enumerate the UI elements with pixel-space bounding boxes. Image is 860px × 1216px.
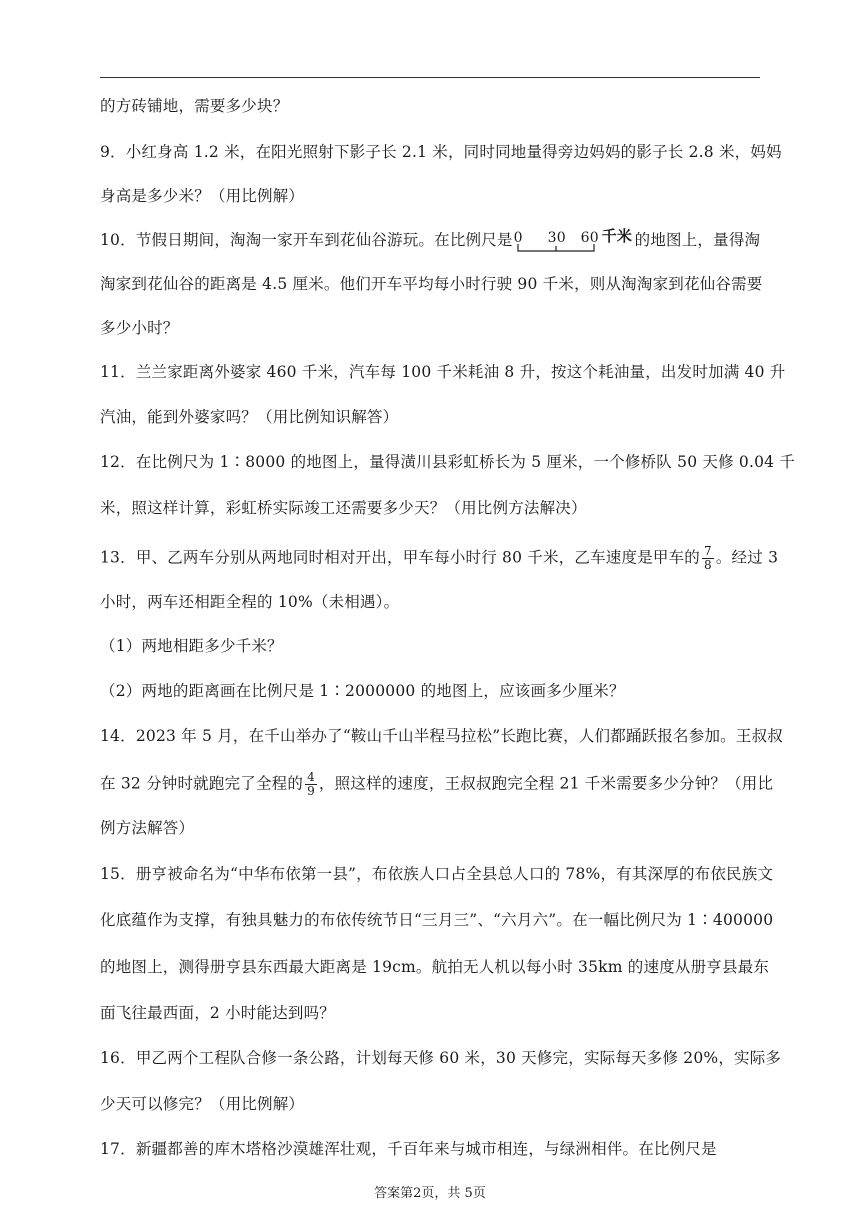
scale-bar	[513, 227, 633, 252]
question-14-line2	[100, 771, 773, 798]
question-14-text-a: 在 32 分钟时就跑完了全程的	[100, 774, 304, 793]
question-15-line4: 面飞往最西面，2 小时能达到吗？	[100, 1004, 335, 1022]
question-13-line2: 小时，两车还相距全程的 10%（未相遇）。	[100, 593, 400, 611]
question-10-line1	[100, 227, 761, 252]
question-16-line2: 少天可以修完？（用比例解）	[100, 1095, 305, 1113]
fraction-denominator: 8	[704, 558, 712, 572]
question-15-line2: 化底蕴作为支撑，有独具魅力的布依传统节日“三月三”、“六月六”。在一幅比例尺为 1∶400000	[100, 911, 774, 929]
question-15-line1: 15．册亨被命名为“中华布依第一县”，布依族人口占全县总人口的 78%，有其深厚的布依民族文	[100, 865, 774, 883]
question-13-part1: （1）两地相距多少千米？	[100, 637, 283, 655]
scale-tick-label: 60	[580, 230, 599, 246]
question-9-line1: 9．小红身高 1.2 米，在阳光照射下影子长 2.1 米，同时同地量得旁边妈妈的影子长 2.8 米，妈妈	[100, 143, 782, 161]
scale-tick-label: 0	[513, 230, 523, 246]
fraction-denominator: 9	[307, 784, 315, 798]
question-17-line1: 17．新疆都善的库木塔格沙漠雄浑壮观，千百年来与城市相连，与绿洲相伴。在比例尺是	[100, 1140, 717, 1158]
fraction-numerator: 4	[307, 770, 315, 784]
question-10-line2: 淘家到花仙谷的距离是 4.5 厘米。他们开车平均每小时行驶 90 千米，则从淘淘家到花仙谷需要	[100, 275, 763, 293]
question-14-text-b: ，照这样的速度，王叔叔跑完全程 21 千米需要多少分钟？（用比	[318, 774, 774, 793]
question-11-line2: 汽油，能到外婆家吗？（用比例知识解答）	[100, 408, 399, 426]
page-footer: 答案第2页，共 5页	[374, 1186, 486, 1201]
text-line: 的方砖铺地，需要多少块？	[100, 97, 289, 115]
fraction-numerator: 7	[704, 544, 712, 558]
question-15-line3: 的地图上，测得册亨县东西最大距离是 19cm。航拍无人机以每小时 35km 的速度从册亨县最东	[100, 958, 770, 976]
question-13-text-a: 13．甲、乙两车分别从两地同时相对开出，甲车每小时行 80 千米，乙车速度是甲车的	[100, 548, 701, 567]
question-13-text-b: 。经过 3	[715, 548, 779, 567]
scale-unit: 千米	[601, 227, 633, 245]
question-13-part2: （2）两地的距离画在比例尺是 1∶2000000 的地图上，应该画多少厘米？	[100, 682, 625, 700]
question-10-text-b: 的地图上，量得淘	[634, 231, 761, 249]
question-14-line1: 14．2023 年 5 月，在千山举办了“鞍山千山半程马拉松”长跑比赛，人们都踊跃报名参加。王叔叔	[100, 727, 783, 745]
header-rule	[100, 77, 760, 78]
question-13-line1	[100, 545, 778, 572]
scale-tick-label: 30	[547, 230, 566, 246]
scale-line-icon	[515, 242, 605, 254]
question-12-line1: 12．在比例尺为 1∶8000 的地图上，量得潢川县彩虹桥长为 5 厘米，一个修桥队 50 天修 0.04 千	[100, 453, 796, 471]
question-10-line3: 多少小时？	[100, 319, 179, 337]
question-9-line2: 身高是多少米？（用比例解）	[100, 187, 305, 205]
fraction	[305, 771, 317, 798]
question-16-line1: 16．甲乙两个工程队合修一条公路，计划每天修 60 米，30 天修完，实际每天多修 20%，实际多	[100, 1049, 782, 1067]
fraction	[702, 545, 714, 572]
question-12-line2: 米，照这样计算，彩虹桥实际竣工还需要多少天？（用比例方法解决）	[100, 499, 587, 517]
question-11-line1: 11．兰兰家距离外婆家 460 千米，汽车每 100 千米耗油 8 升，按这个耗油量，出发时加满 40 升	[100, 363, 786, 381]
question-10-text-a: 10．节假日期间，淘淘一家开车到花仙谷游玩。在比例尺是	[100, 231, 513, 249]
question-14-line3: 例方法解答）	[100, 819, 195, 837]
